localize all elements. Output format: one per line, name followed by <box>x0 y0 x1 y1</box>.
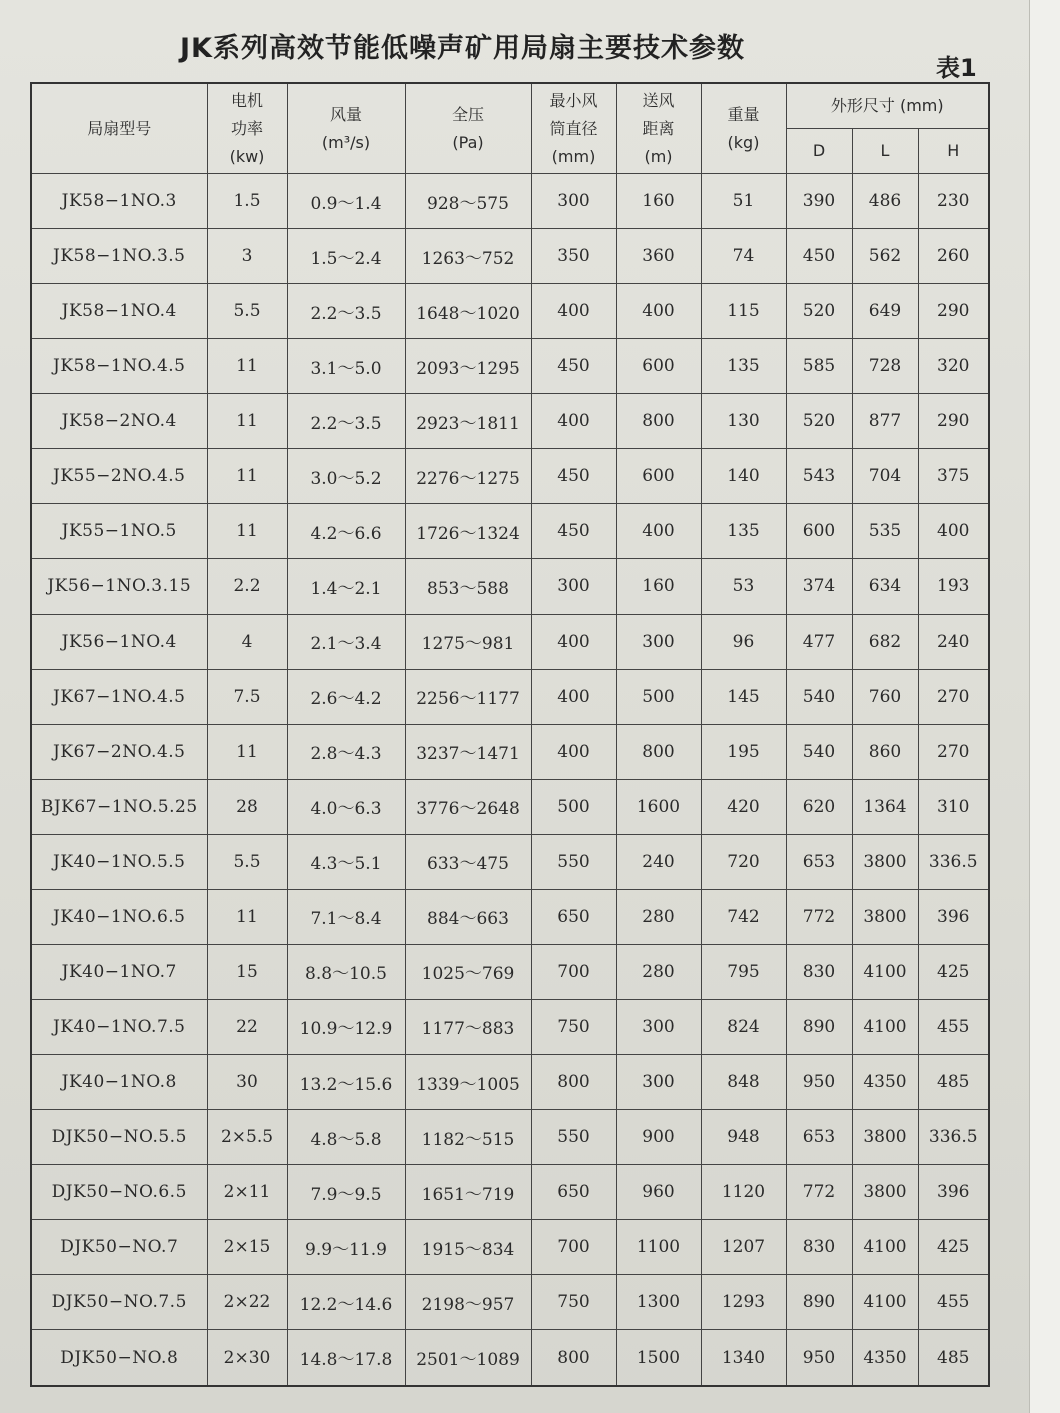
cell-duct-diameter: 650 <box>531 889 616 944</box>
cell-model: JK58−1NO.3 <box>31 174 207 229</box>
cell-weight: 795 <box>701 944 786 999</box>
cell-model: JK40−1NO.7 <box>31 944 207 999</box>
cell-dim-d: 950 <box>786 1330 852 1386</box>
cell-pressure: 3776～2648 <box>405 779 531 834</box>
cell-dim-h: 260 <box>918 229 989 284</box>
cell-power: 30 <box>207 1055 287 1110</box>
cell-dim-l: 860 <box>852 724 918 779</box>
cell-model: JK56−1NO.4 <box>31 614 207 669</box>
cell-dim-h: 290 <box>918 394 989 449</box>
cell-supply-distance: 1100 <box>616 1220 701 1275</box>
cell-duct-diameter: 800 <box>531 1330 616 1386</box>
header-duct-diameter: 最小风 筒直径 (mm) <box>531 83 616 174</box>
cell-supply-distance: 240 <box>616 834 701 889</box>
cell-dim-d: 390 <box>786 174 852 229</box>
cell-dim-d: 520 <box>786 284 852 339</box>
cell-model: DJK50−NO.6.5 <box>31 1165 207 1220</box>
cell-model: DJK50−NO.5.5 <box>31 1110 207 1165</box>
cell-weight: 51 <box>701 174 786 229</box>
cell-duct-diameter: 550 <box>531 834 616 889</box>
cell-airflow: 7.1～8.4 <box>287 889 405 944</box>
table-row <box>31 669 989 724</box>
cell-duct-diameter: 450 <box>531 339 616 394</box>
cell-pressure: 1025～769 <box>405 944 531 999</box>
cell-pressure: 633～475 <box>405 834 531 889</box>
cell-dim-d: 653 <box>786 1110 852 1165</box>
table-row <box>31 999 989 1054</box>
cell-supply-distance: 1600 <box>616 779 701 834</box>
cell-dim-d: 653 <box>786 834 852 889</box>
cell-pressure: 3237～1471 <box>405 724 531 779</box>
cell-dim-l: 649 <box>852 284 918 339</box>
cell-dim-l: 3800 <box>852 834 918 889</box>
cell-weight: 130 <box>701 394 786 449</box>
cell-supply-distance: 160 <box>616 174 701 229</box>
cell-dim-l: 1364 <box>852 779 918 834</box>
header-weight: 重量 (kg) <box>701 83 786 174</box>
cell-airflow: 1.5～2.4 <box>287 229 405 284</box>
cell-dim-l: 4100 <box>852 944 918 999</box>
cell-dim-d: 772 <box>786 889 852 944</box>
cell-pressure: 1915～834 <box>405 1220 531 1275</box>
cell-pressure: 928～575 <box>405 174 531 229</box>
cell-power: 15 <box>207 944 287 999</box>
cell-supply-distance: 900 <box>616 1110 701 1165</box>
cell-power: 28 <box>207 779 287 834</box>
cell-weight: 824 <box>701 999 786 1054</box>
table-row <box>31 559 989 614</box>
cell-dim-l: 634 <box>852 559 918 614</box>
cell-airflow: 4.8～5.8 <box>287 1110 405 1165</box>
cell-power: 5.5 <box>207 834 287 889</box>
cell-weight: 195 <box>701 724 786 779</box>
cell-model: BJK67−1NO.5.25 <box>31 779 207 834</box>
cell-airflow: 9.9～11.9 <box>287 1220 405 1275</box>
cell-weight: 140 <box>701 449 786 504</box>
header-power: 电机 功率 (kw) <box>207 83 287 174</box>
cell-supply-distance: 400 <box>616 284 701 339</box>
table-row <box>31 1055 989 1110</box>
cell-duct-diameter: 350 <box>531 229 616 284</box>
cell-dim-d: 600 <box>786 504 852 559</box>
cell-duct-diameter: 700 <box>531 944 616 999</box>
cell-pressure: 1275～981 <box>405 614 531 669</box>
cell-weight: 1293 <box>701 1275 786 1330</box>
cell-airflow: 3.1～5.0 <box>287 339 405 394</box>
cell-dim-d: 772 <box>786 1165 852 1220</box>
cell-weight: 1120 <box>701 1165 786 1220</box>
cell-dim-l: 4100 <box>852 1275 918 1330</box>
table-row <box>31 449 989 504</box>
cell-dim-d: 830 <box>786 944 852 999</box>
header-dim-d: D <box>786 129 852 174</box>
cell-power: 5.5 <box>207 284 287 339</box>
adjacent-page-edge <box>1029 0 1060 1413</box>
cell-dim-l: 562 <box>852 229 918 284</box>
cell-dim-d: 450 <box>786 229 852 284</box>
cell-duct-diameter: 400 <box>531 669 616 724</box>
cell-airflow: 0.9～1.4 <box>287 174 405 229</box>
cell-dim-l: 3800 <box>852 889 918 944</box>
table-row <box>31 504 989 559</box>
cell-power: 11 <box>207 339 287 394</box>
cell-weight: 420 <box>701 779 786 834</box>
cell-dim-l: 682 <box>852 614 918 669</box>
cell-power: 2×11 <box>207 1165 287 1220</box>
cell-model: JK55−2NO.4.5 <box>31 449 207 504</box>
cell-model: JK55−1NO.5 <box>31 504 207 559</box>
cell-power: 11 <box>207 724 287 779</box>
cell-model: JK58−2NO.4 <box>31 394 207 449</box>
cell-weight: 145 <box>701 669 786 724</box>
header-dim-l: L <box>852 129 918 174</box>
cell-power: 11 <box>207 394 287 449</box>
cell-power: 2×30 <box>207 1330 287 1386</box>
cell-pressure: 884～663 <box>405 889 531 944</box>
table-row <box>31 779 989 834</box>
cell-model: JK40−1NO.7.5 <box>31 999 207 1054</box>
cell-dim-d: 540 <box>786 669 852 724</box>
cell-pressure: 2093～1295 <box>405 339 531 394</box>
cell-dim-l: 486 <box>852 174 918 229</box>
cell-pressure: 1339～1005 <box>405 1055 531 1110</box>
cell-model: JK58−1NO.4 <box>31 284 207 339</box>
cell-supply-distance: 800 <box>616 724 701 779</box>
table-row <box>31 614 989 669</box>
cell-dim-h: 290 <box>918 284 989 339</box>
header-dim-h: H <box>918 129 989 174</box>
cell-weight: 74 <box>701 229 786 284</box>
cell-dim-h: 485 <box>918 1330 989 1386</box>
cell-supply-distance: 500 <box>616 669 701 724</box>
cell-dim-h: 425 <box>918 944 989 999</box>
cell-model: JK67−2NO.4.5 <box>31 724 207 779</box>
cell-power: 7.5 <box>207 669 287 724</box>
cell-model: JK58−1NO.4.5 <box>31 339 207 394</box>
cell-pressure: 2923～1811 <box>405 394 531 449</box>
cell-power: 2.2 <box>207 559 287 614</box>
cell-dim-d: 585 <box>786 339 852 394</box>
cell-duct-diameter: 500 <box>531 779 616 834</box>
cell-dim-h: 455 <box>918 999 989 1054</box>
cell-airflow: 2.6～4.2 <box>287 669 405 724</box>
cell-weight: 720 <box>701 834 786 889</box>
page-title: JK系列高效节能低噪声矿用局扇主要技术参数 <box>180 33 745 64</box>
table-label: 表1 <box>936 54 977 82</box>
cell-dim-d: 620 <box>786 779 852 834</box>
cell-model: JK40−1NO.6.5 <box>31 889 207 944</box>
cell-dim-l: 4350 <box>852 1330 918 1386</box>
cell-supply-distance: 1300 <box>616 1275 701 1330</box>
cell-dim-h: 400 <box>918 504 989 559</box>
cell-dim-h: 193 <box>918 559 989 614</box>
cell-model: DJK50−NO.8 <box>31 1330 207 1386</box>
cell-pressure: 2276～1275 <box>405 449 531 504</box>
cell-weight: 115 <box>701 284 786 339</box>
cell-duct-diameter: 300 <box>531 559 616 614</box>
cell-power: 22 <box>207 999 287 1054</box>
cell-weight: 96 <box>701 614 786 669</box>
cell-pressure: 1182～515 <box>405 1110 531 1165</box>
cell-airflow: 4.0～6.3 <box>287 779 405 834</box>
cell-pressure: 1651～719 <box>405 1165 531 1220</box>
cell-dim-h: 270 <box>918 724 989 779</box>
cell-pressure: 2501～1089 <box>405 1330 531 1386</box>
cell-weight: 948 <box>701 1110 786 1165</box>
cell-supply-distance: 280 <box>616 944 701 999</box>
table-row <box>31 1165 989 1220</box>
cell-duct-diameter: 800 <box>531 1055 616 1110</box>
cell-model: JK40−1NO.5.5 <box>31 834 207 889</box>
table-row <box>31 1275 989 1330</box>
cell-dim-d: 890 <box>786 1275 852 1330</box>
cell-dim-h: 485 <box>918 1055 989 1110</box>
cell-pressure: 2198～957 <box>405 1275 531 1330</box>
cell-supply-distance: 800 <box>616 394 701 449</box>
table-row <box>31 724 989 779</box>
cell-duct-diameter: 400 <box>531 394 616 449</box>
cell-airflow: 1.4～2.1 <box>287 559 405 614</box>
cell-supply-distance: 280 <box>616 889 701 944</box>
cell-duct-diameter: 700 <box>531 1220 616 1275</box>
cell-supply-distance: 600 <box>616 449 701 504</box>
cell-pressure: 1177～883 <box>405 999 531 1054</box>
cell-duct-diameter: 550 <box>531 1110 616 1165</box>
cell-power: 3 <box>207 229 287 284</box>
cell-dim-d: 477 <box>786 614 852 669</box>
cell-dim-l: 728 <box>852 339 918 394</box>
cell-dim-h: 336.5 <box>918 1110 989 1165</box>
cell-dim-l: 4350 <box>852 1055 918 1110</box>
cell-airflow: 2.2～3.5 <box>287 284 405 339</box>
cell-weight: 135 <box>701 504 786 559</box>
cell-supply-distance: 1500 <box>616 1330 701 1386</box>
cell-dim-d: 890 <box>786 999 852 1054</box>
cell-power: 11 <box>207 449 287 504</box>
header-airflow: 风量 (m³/s) <box>287 83 405 174</box>
cell-weight: 742 <box>701 889 786 944</box>
cell-dim-l: 3800 <box>852 1165 918 1220</box>
cell-supply-distance: 960 <box>616 1165 701 1220</box>
cell-dim-l: 4100 <box>852 999 918 1054</box>
cell-dim-h: 310 <box>918 779 989 834</box>
table-row <box>31 394 989 449</box>
table-row <box>31 1330 989 1386</box>
cell-dim-h: 270 <box>918 669 989 724</box>
cell-dim-l: 760 <box>852 669 918 724</box>
cell-airflow: 13.2～15.6 <box>287 1055 405 1110</box>
cell-dim-h: 230 <box>918 174 989 229</box>
cell-dim-h: 396 <box>918 1165 989 1220</box>
cell-dim-l: 877 <box>852 394 918 449</box>
table-row <box>31 834 989 889</box>
cell-weight: 135 <box>701 339 786 394</box>
cell-dim-l: 535 <box>852 504 918 559</box>
cell-dim-h: 396 <box>918 889 989 944</box>
cell-weight: 1340 <box>701 1330 786 1386</box>
cell-model: JK58−1NO.3.5 <box>31 229 207 284</box>
cell-model: DJK50−NO.7 <box>31 1220 207 1275</box>
table-header-row <box>31 83 989 129</box>
cell-airflow: 7.9～9.5 <box>287 1165 405 1220</box>
cell-duct-diameter: 450 <box>531 504 616 559</box>
cell-dim-d: 520 <box>786 394 852 449</box>
table-row <box>31 284 989 339</box>
cell-dim-d: 950 <box>786 1055 852 1110</box>
cell-pressure: 1263～752 <box>405 229 531 284</box>
spec-table <box>30 82 990 1387</box>
cell-pressure: 853～588 <box>405 559 531 614</box>
cell-airflow: 4.3～5.1 <box>287 834 405 889</box>
cell-dim-d: 543 <box>786 449 852 504</box>
cell-airflow: 4.2～6.6 <box>287 504 405 559</box>
cell-duct-diameter: 300 <box>531 174 616 229</box>
table-row <box>31 1110 989 1165</box>
cell-dim-d: 830 <box>786 1220 852 1275</box>
cell-duct-diameter: 750 <box>531 999 616 1054</box>
cell-model: JK40−1NO.8 <box>31 1055 207 1110</box>
cell-duct-diameter: 400 <box>531 724 616 779</box>
cell-supply-distance: 600 <box>616 339 701 394</box>
cell-airflow: 2.8～4.3 <box>287 724 405 779</box>
cell-pressure: 2256～1177 <box>405 669 531 724</box>
cell-airflow: 14.8～17.8 <box>287 1330 405 1386</box>
cell-airflow: 2.2～3.5 <box>287 394 405 449</box>
cell-dim-h: 425 <box>918 1220 989 1275</box>
cell-supply-distance: 360 <box>616 229 701 284</box>
cell-supply-distance: 400 <box>616 504 701 559</box>
cell-weight: 1207 <box>701 1220 786 1275</box>
cell-model: JK67−1NO.4.5 <box>31 669 207 724</box>
cell-dim-l: 3800 <box>852 1110 918 1165</box>
table-row <box>31 1220 989 1275</box>
cell-model: JK56−1NO.3.15 <box>31 559 207 614</box>
cell-duct-diameter: 750 <box>531 1275 616 1330</box>
cell-dim-h: 455 <box>918 1275 989 1330</box>
cell-power: 11 <box>207 889 287 944</box>
cell-dim-h: 375 <box>918 449 989 504</box>
cell-airflow: 3.0～5.2 <box>287 449 405 504</box>
cell-weight: 848 <box>701 1055 786 1110</box>
cell-airflow: 10.9～12.9 <box>287 999 405 1054</box>
table-row <box>31 944 989 999</box>
cell-dim-h: 320 <box>918 339 989 394</box>
cell-duct-diameter: 650 <box>531 1165 616 1220</box>
cell-airflow: 2.1～3.4 <box>287 614 405 669</box>
table-body <box>31 174 989 1387</box>
table-row <box>31 889 989 944</box>
header-pressure: 全压 (Pa) <box>405 83 531 174</box>
cell-dim-h: 240 <box>918 614 989 669</box>
cell-supply-distance: 300 <box>616 999 701 1054</box>
cell-dim-l: 4100 <box>852 1220 918 1275</box>
cell-power: 2×15 <box>207 1220 287 1275</box>
cell-dim-d: 540 <box>786 724 852 779</box>
table-row <box>31 174 989 229</box>
cell-power: 4 <box>207 614 287 669</box>
cell-pressure: 1648～1020 <box>405 284 531 339</box>
cell-power: 11 <box>207 504 287 559</box>
cell-duct-diameter: 450 <box>531 449 616 504</box>
cell-airflow: 8.8～10.5 <box>287 944 405 999</box>
cell-dim-l: 704 <box>852 449 918 504</box>
cell-duct-diameter: 400 <box>531 284 616 339</box>
cell-supply-distance: 300 <box>616 614 701 669</box>
cell-power: 2×5.5 <box>207 1110 287 1165</box>
table-row <box>31 339 989 394</box>
cell-power: 2×22 <box>207 1275 287 1330</box>
cell-duct-diameter: 400 <box>531 614 616 669</box>
header-dimensions: 外形尺寸 (mm) <box>786 83 989 129</box>
cell-dim-h: 336.5 <box>918 834 989 889</box>
cell-dim-d: 374 <box>786 559 852 614</box>
table-row <box>31 229 989 284</box>
cell-supply-distance: 160 <box>616 559 701 614</box>
cell-power: 1.5 <box>207 174 287 229</box>
cell-pressure: 1726～1324 <box>405 504 531 559</box>
cell-airflow: 12.2～14.6 <box>287 1275 405 1330</box>
header-model: 局扇型号 <box>31 83 207 174</box>
header-supply-distance: 送风 距离 (m) <box>616 83 701 174</box>
cell-supply-distance: 300 <box>616 1055 701 1110</box>
cell-model: DJK50−NO.7.5 <box>31 1275 207 1330</box>
cell-weight: 53 <box>701 559 786 614</box>
